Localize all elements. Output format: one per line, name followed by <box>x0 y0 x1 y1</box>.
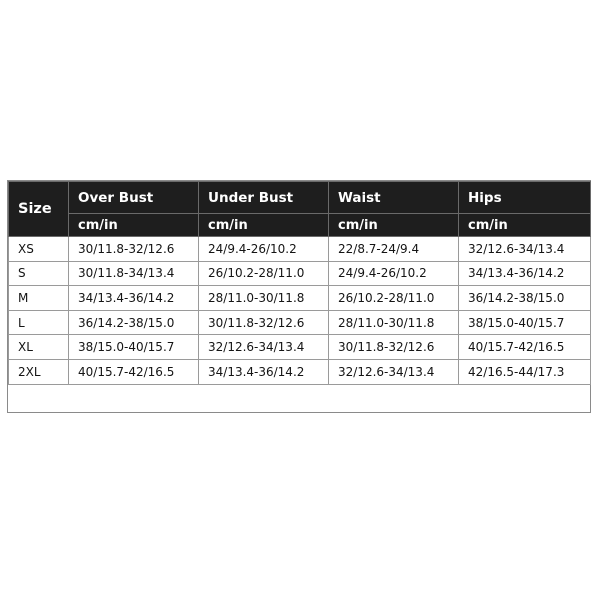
column-header-waist: Waist <box>329 182 459 214</box>
under-bust-cell: 28/11.0-30/11.8 <box>199 286 329 311</box>
hips-cell: 38/15.0-40/15.7 <box>459 310 591 335</box>
waist-cell: 22/8.7-24/9.4 <box>329 237 459 262</box>
hips-cell: 36/14.2-38/15.0 <box>459 286 591 311</box>
waist-cell: 24/9.4-26/10.2 <box>329 261 459 286</box>
under-bust-cell: 32/12.6-34/13.4 <box>199 335 329 360</box>
column-header-under-bust: Under Bust <box>199 182 329 214</box>
hips-cell: 34/13.4-36/14.2 <box>459 261 591 286</box>
waist-cell: 28/11.0-30/11.8 <box>329 310 459 335</box>
unit-row <box>9 214 591 237</box>
under-bust-cell: 34/13.4-36/14.2 <box>199 359 329 384</box>
size-table <box>8 181 591 385</box>
size-cell: L <box>9 310 69 335</box>
size-column-header: Size <box>9 182 69 237</box>
column-header-hips: Hips <box>459 182 591 214</box>
over-bust-cell: 34/13.4-36/14.2 <box>69 286 199 311</box>
hips-cell: 42/16.5-44/17.3 <box>459 359 591 384</box>
waist-cell: 26/10.2-28/11.0 <box>329 286 459 311</box>
waist-cell: 32/12.6-34/13.4 <box>329 359 459 384</box>
under-bust-cell: 26/10.2-28/11.0 <box>199 261 329 286</box>
table-row <box>9 286 591 311</box>
size-cell: XL <box>9 335 69 360</box>
over-bust-cell: 38/15.0-40/15.7 <box>69 335 199 360</box>
over-bust-cell: 40/15.7-42/16.5 <box>69 359 199 384</box>
over-bust-cell: 36/14.2-38/15.0 <box>69 310 199 335</box>
unit-label-hips: cm/in <box>459 214 591 237</box>
under-bust-cell: 24/9.4-26/10.2 <box>199 237 329 262</box>
over-bust-cell: 30/11.8-32/12.6 <box>69 237 199 262</box>
over-bust-cell: 30/11.8-34/13.4 <box>69 261 199 286</box>
size-cell: S <box>9 261 69 286</box>
size-cell: M <box>9 286 69 311</box>
table-row <box>9 237 591 262</box>
size-cell: 2XL <box>9 359 69 384</box>
table-row <box>9 261 591 286</box>
table-row <box>9 335 591 360</box>
unit-label-over-bust: cm/in <box>69 214 199 237</box>
size-cell: XS <box>9 237 69 262</box>
header-row <box>9 182 591 214</box>
table-row <box>9 359 591 384</box>
size-chart <box>7 180 591 413</box>
table-body <box>9 237 591 385</box>
unit-label-waist: cm/in <box>329 214 459 237</box>
unit-label-under-bust: cm/in <box>199 214 329 237</box>
column-header-over-bust: Over Bust <box>69 182 199 214</box>
hips-cell: 40/15.7-42/16.5 <box>459 335 591 360</box>
table-row <box>9 310 591 335</box>
table-header <box>9 182 591 237</box>
waist-cell: 30/11.8-32/12.6 <box>329 335 459 360</box>
hips-cell: 32/12.6-34/13.4 <box>459 237 591 262</box>
under-bust-cell: 30/11.8-32/12.6 <box>199 310 329 335</box>
